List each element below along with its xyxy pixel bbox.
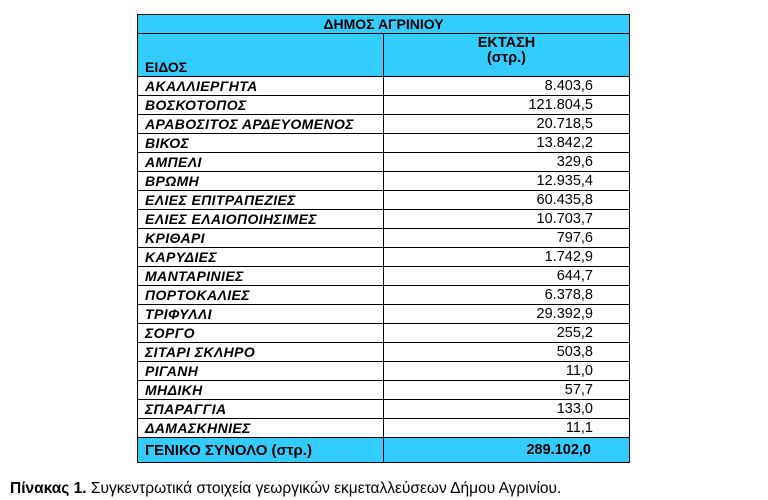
- caption-label: Πίνακας 1.: [10, 480, 87, 497]
- table-row: [138, 229, 630, 248]
- land-use-table: [137, 14, 630, 463]
- table-title: ΔΗΜΟΣ ΑΓΡΙΝΙΟΥ: [138, 15, 630, 34]
- total-row: [138, 438, 630, 463]
- table-row: [138, 286, 630, 305]
- column-header-area-unit: (στρ.): [486, 50, 527, 66]
- row-area: 29.392,9: [384, 305, 630, 324]
- table-row: [138, 248, 630, 267]
- row-area: 644,7: [384, 267, 630, 286]
- row-kind: ΣΙΤΑΡΙ ΣΚΛΗΡΟ: [138, 343, 384, 362]
- table-title-row: [138, 15, 630, 34]
- row-kind: ΑΜΠΕΛΙ: [138, 153, 384, 172]
- table-row: [138, 362, 630, 381]
- table-body: [138, 15, 630, 463]
- table-row: [138, 191, 630, 210]
- column-header-area-line1: ΕΚΤΑΣΗ: [477, 35, 536, 51]
- row-area: 20.718,5: [384, 115, 630, 134]
- table-row: [138, 400, 630, 419]
- row-kind: ΔΑΜΑΣΚΗΝΙΕΣ: [138, 419, 384, 438]
- row-area: 329,6: [384, 153, 630, 172]
- row-area: 133,0: [384, 400, 630, 419]
- table-row: [138, 115, 630, 134]
- row-area: 797,6: [384, 229, 630, 248]
- row-area: 10.703,7: [384, 210, 630, 229]
- row-area: 6.378,8: [384, 286, 630, 305]
- row-kind: ΠΟΡΤΟΚΑΛΙΕΣ: [138, 286, 384, 305]
- row-kind: ΒΡΩΜΗ: [138, 172, 384, 191]
- column-header-area: [384, 34, 630, 77]
- row-kind: ΒΙΚΟΣ: [138, 134, 384, 153]
- table-row: [138, 134, 630, 153]
- table-row: [138, 324, 630, 343]
- table-header-row: [138, 34, 630, 77]
- row-kind: ΒΟΣΚΟΤΟΠΟΣ: [138, 96, 384, 115]
- table-row: [138, 77, 630, 96]
- row-area: 12.935,4: [384, 172, 630, 191]
- row-area: 57,7: [384, 381, 630, 400]
- table-row: [138, 419, 630, 438]
- table-row: [138, 343, 630, 362]
- row-area: 255,2: [384, 324, 630, 343]
- caption-text: Συγκεντρωτικά στοιχεία γεωργικών εκμεταλλεύσεων Δήμου Αγρινίου.: [90, 480, 562, 497]
- row-kind: ΚΑΡΥΔΙΕΣ: [138, 248, 384, 267]
- row-kind: ΜΗΔΙΚΗ: [138, 381, 384, 400]
- row-kind: ΕΛΙΕΣ ΕΠΙΤΡΑΠΕΖΙΕΣ: [138, 191, 384, 210]
- row-kind: ΡΙΓΑΝΗ: [138, 362, 384, 381]
- row-area: 121.804,5: [384, 96, 630, 115]
- table-row: [138, 381, 630, 400]
- row-kind: ΕΛΙΕΣ ΕΛΑΙΟΠΟΙΗΣΙΜΕΣ: [138, 210, 384, 229]
- row-kind: ΜΑΝΤΑΡΙΝΙΕΣ: [138, 267, 384, 286]
- table-row: [138, 210, 630, 229]
- total-value: 289.102,0: [384, 438, 630, 463]
- row-kind: ΣΠΑΡΑΓΓΙΑ: [138, 400, 384, 419]
- row-area: 60.435,8: [384, 191, 630, 210]
- row-kind: ΑΡΑΒΟΣΙΤΟΣ ΑΡΔΕΥΟΜΕΝΟΣ: [138, 115, 384, 134]
- row-kind: ΚΡΙΘΑΡΙ: [138, 229, 384, 248]
- table-row: [138, 153, 630, 172]
- table-row: [138, 267, 630, 286]
- row-area: 8.403,6: [384, 77, 630, 96]
- table-row: [138, 305, 630, 324]
- row-area: 11,0: [384, 362, 630, 381]
- table-caption: [10, 480, 561, 498]
- total-label: ΓΕΝΙΚΟ ΣΥΝΟΛΟ (στρ.): [138, 438, 384, 463]
- row-area: 1.742,9: [384, 248, 630, 267]
- row-area: 503,8: [384, 343, 630, 362]
- table-row: [138, 96, 630, 115]
- row-kind: ΣΟΡΓΟ: [138, 324, 384, 343]
- row-kind: ΤΡΙΦΥΛΛΙ: [138, 305, 384, 324]
- row-area: 11,1: [384, 419, 630, 438]
- row-area: 13.842,2: [384, 134, 630, 153]
- table-row: [138, 172, 630, 191]
- column-header-kind: ΕΙΔΟΣ: [138, 34, 384, 77]
- row-kind: ΑΚΑΛΛΙΕΡΓΗΤΑ: [138, 77, 384, 96]
